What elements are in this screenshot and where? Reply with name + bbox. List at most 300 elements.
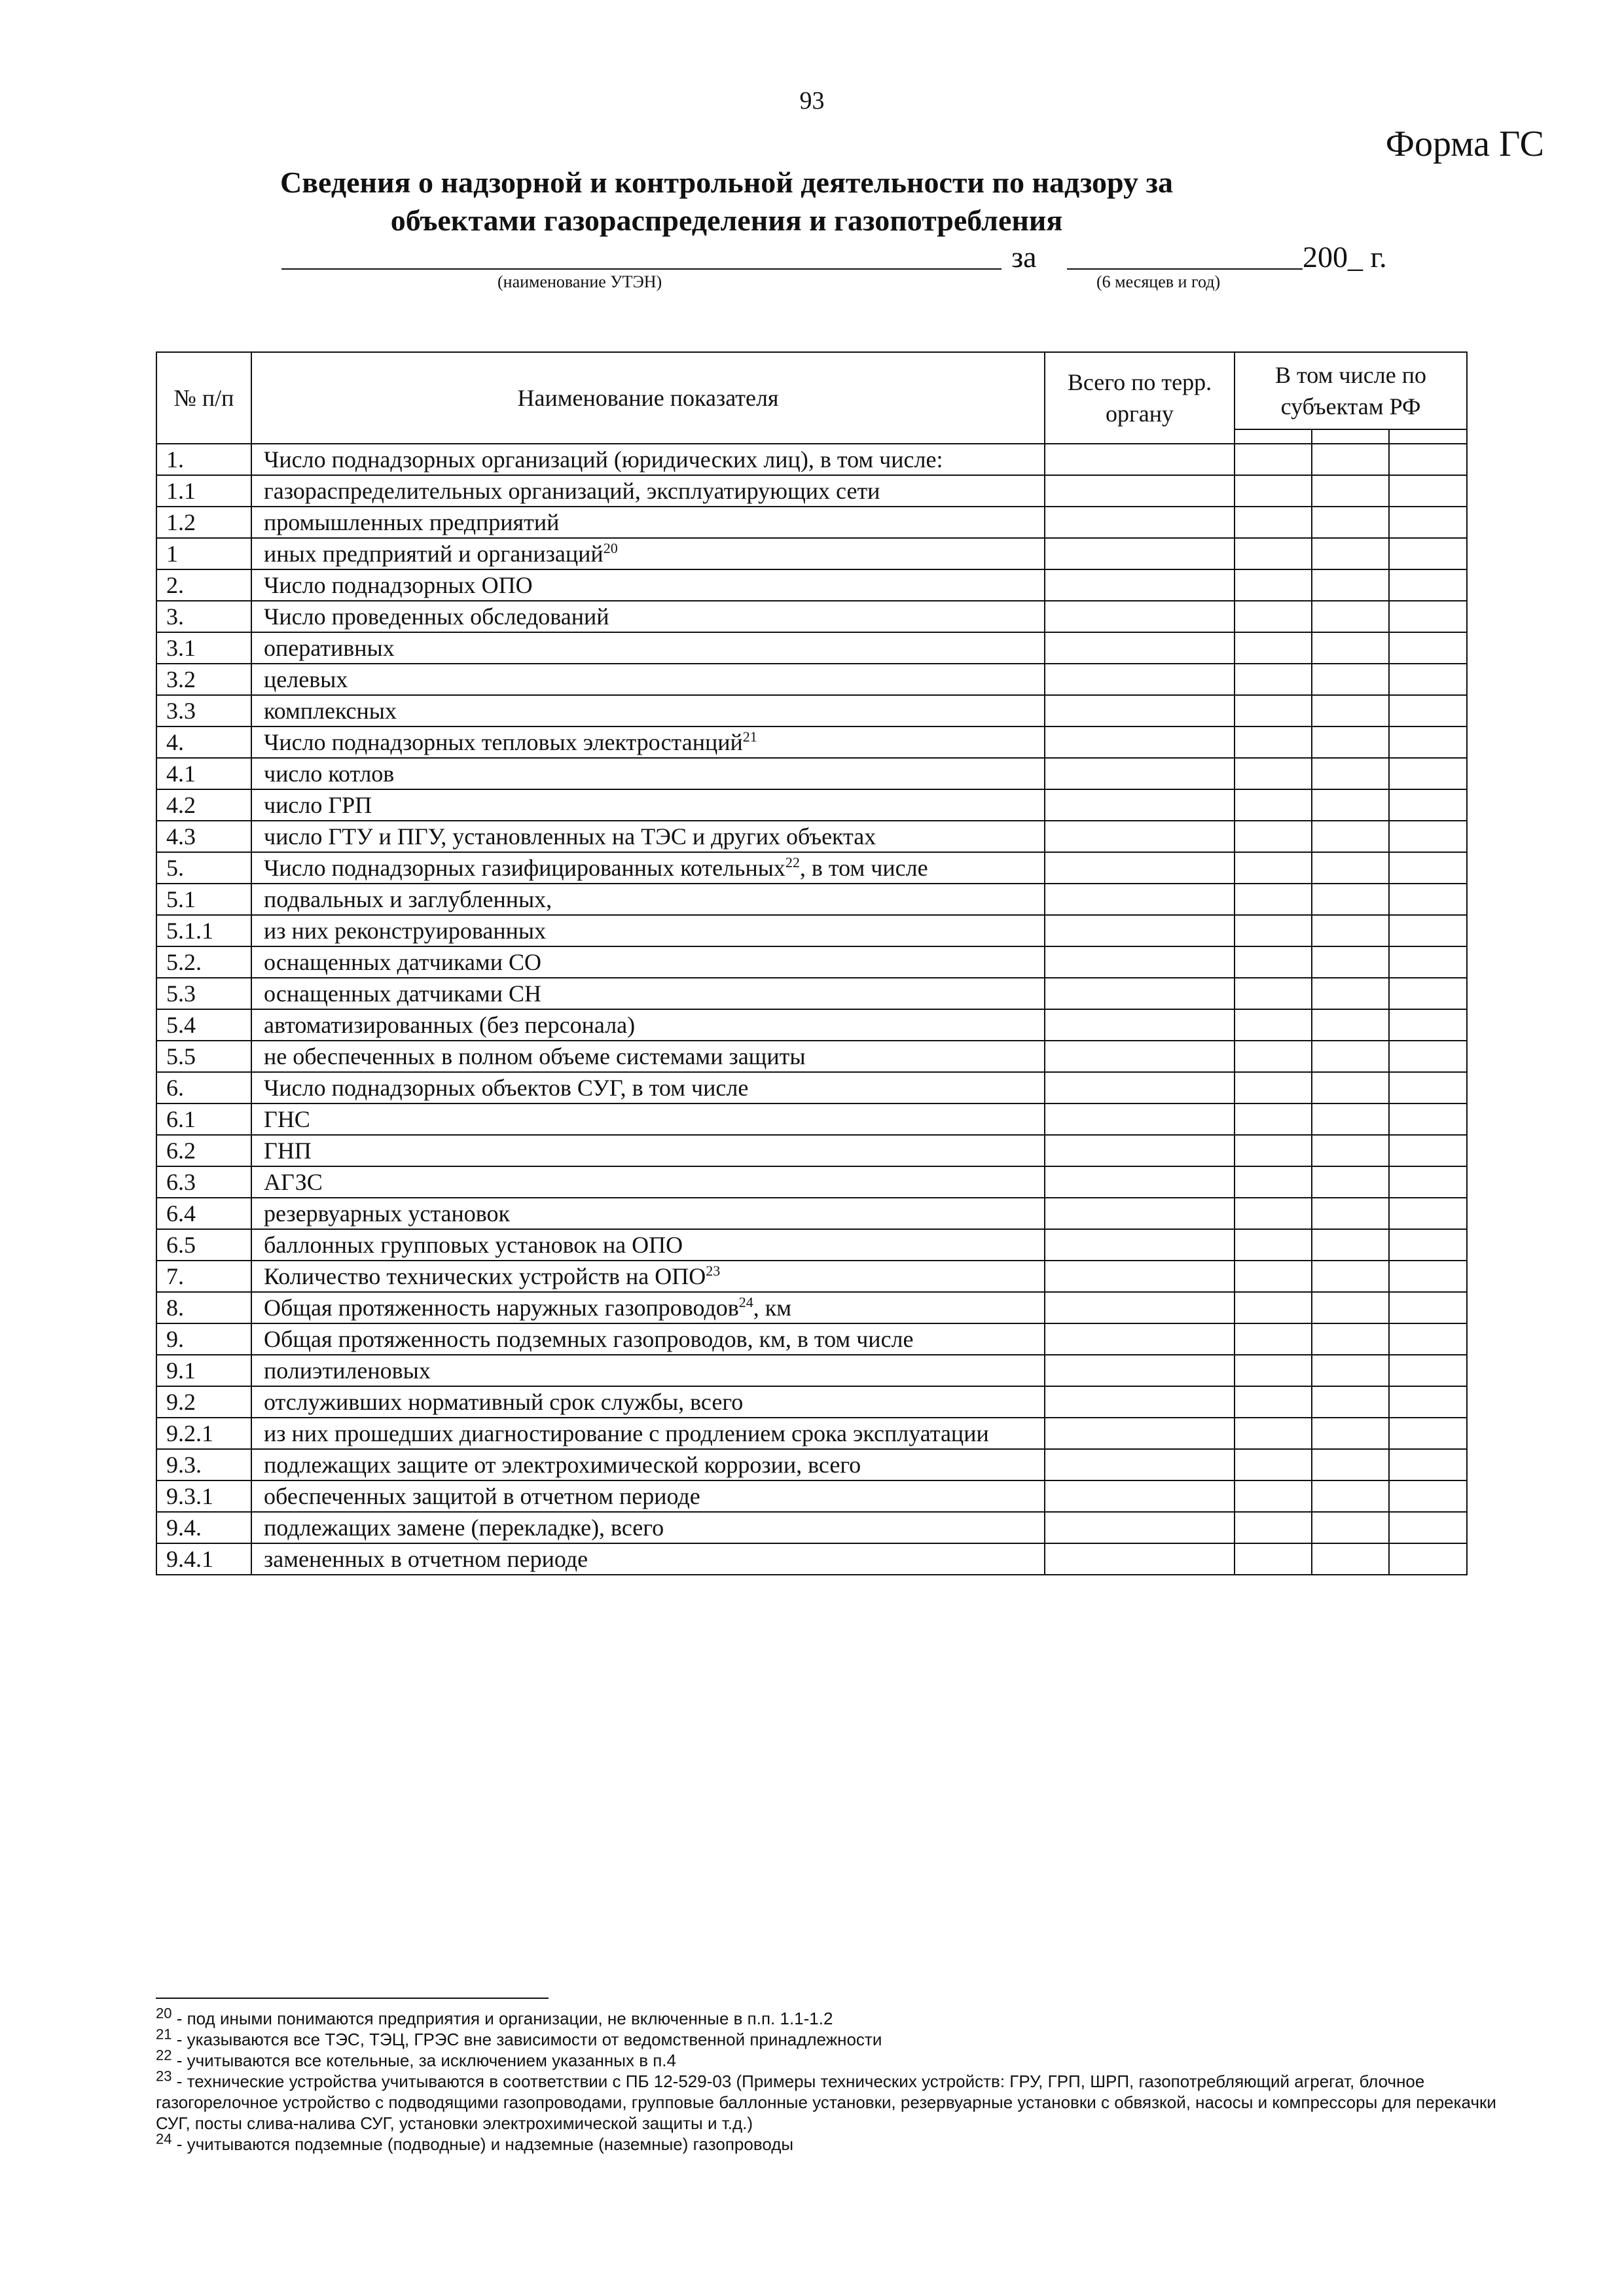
indicators-table [156,351,1468,1575]
row-number: 5.3 [156,978,251,1009]
total-value-cell[interactable] [1045,1135,1235,1166]
indicator-name-text: оперативных [264,635,395,661]
indicator-name [251,852,1045,884]
subject-value-cell[interactable] [1312,978,1389,1009]
row-number: 2. [156,569,251,601]
total-value-cell[interactable] [1045,726,1235,758]
subject-value-cell[interactable] [1312,1229,1389,1261]
subject-value-cell[interactable] [1389,1072,1467,1103]
subject-value-cell[interactable] [1389,1103,1467,1135]
table-row [156,1323,1467,1355]
subject-value-cell[interactable] [1389,475,1467,507]
row-number: 9.2 [156,1386,251,1418]
total-value-cell[interactable] [1045,444,1235,475]
total-value-cell[interactable] [1045,1323,1235,1355]
footnote-reference: 23 [706,1263,721,1279]
table-row [156,1355,1467,1386]
indicator-name-text: газораспределительных организаций, эксплуатирующих сети [264,478,880,504]
table-row [156,758,1467,789]
indicator-name-text: подвальных и заглубленных, [264,886,552,912]
table-row [156,1072,1467,1103]
subject-value-cell[interactable] [1235,1480,1312,1512]
subject-value-cell[interactable] [1389,1041,1467,1072]
row-number: 7. [156,1261,251,1292]
table-row [156,1009,1467,1041]
subject-value-cell[interactable] [1235,821,1312,852]
indicator-name [251,601,1045,632]
subject-value-cell[interactable] [1389,507,1467,538]
subject-value-cell[interactable] [1389,1512,1467,1543]
total-value-cell[interactable] [1045,1480,1235,1512]
subject-value-cell[interactable] [1235,1229,1312,1261]
subject-value-cell[interactable] [1389,1166,1467,1198]
indicator-name-text: Число поднадзорных ОПО [264,572,533,598]
indicator-name [251,789,1045,821]
indicator-name-text: из них реконструированных [264,918,547,944]
indicator-name [251,1323,1045,1355]
subject-value-cell[interactable] [1312,475,1389,507]
total-value-cell[interactable] [1045,821,1235,852]
indicator-name [251,821,1045,852]
total-value-cell[interactable] [1045,1009,1235,1041]
header-subject-col [1312,429,1389,444]
total-value-cell[interactable] [1045,1543,1235,1575]
row-number: 4.1 [156,758,251,789]
footnote [156,2130,1504,2155]
indicator-name [251,1355,1045,1386]
subject-value-cell[interactable] [1235,1009,1312,1041]
row-number: 5.2. [156,946,251,978]
total-value-cell[interactable] [1045,978,1235,1009]
row-number: 4. [156,726,251,758]
table-row [156,1041,1467,1072]
footnote-mark: 21 [156,2026,172,2043]
subject-value-cell[interactable] [1312,601,1389,632]
total-value-cell[interactable] [1045,538,1235,569]
subject-value-cell[interactable] [1389,884,1467,915]
subject-value-cell[interactable] [1312,1103,1389,1135]
subject-value-cell[interactable] [1235,695,1312,726]
total-value-cell[interactable] [1045,664,1235,695]
form-label: Форма ГС [1385,124,1544,164]
total-value-cell[interactable] [1045,946,1235,978]
indicator-name [251,632,1045,664]
subject-value-cell[interactable] [1235,1386,1312,1418]
footnote-text: - учитываются подземные (подводные) и надземные (наземные) газопроводы [171,2134,794,2154]
subject-value-cell[interactable] [1389,821,1467,852]
total-value-cell[interactable] [1045,852,1235,884]
row-number: 3. [156,601,251,632]
subject-value-cell[interactable] [1312,1449,1389,1480]
table-row [156,1449,1467,1480]
row-number: 6.2 [156,1135,251,1166]
row-number: 9.2.1 [156,1418,251,1449]
footnote [156,2005,1504,2029]
page-number: 93 [799,87,825,115]
total-value-cell[interactable] [1045,632,1235,664]
subject-value-cell[interactable] [1389,444,1467,475]
subject-value-cell[interactable] [1389,789,1467,821]
subject-value-cell[interactable] [1235,601,1312,632]
indicator-name-text: Число поднадзорных объектов СУГ, в том числе [264,1075,749,1101]
indicator-name-text: отслуживших нормативный срок службы, всего [264,1389,744,1415]
footnote-mark: 22 [156,2047,172,2064]
row-number: 5.5 [156,1041,251,1072]
indicator-name [251,884,1045,915]
subject-value-cell[interactable] [1389,695,1467,726]
indicator-name-text: целевых [264,666,348,692]
footnote [156,2047,1504,2071]
total-value-cell[interactable] [1045,1229,1235,1261]
table-row [156,1166,1467,1198]
table-row [156,1386,1467,1418]
row-number: 6.1 [156,1103,251,1135]
total-value-cell[interactable] [1045,1449,1235,1480]
indicator-name-text: обеспеченных защитой в отчетном периоде [264,1483,700,1509]
header-subjects: В том числе по субъектам РФ [1235,352,1467,429]
table-row [156,1135,1467,1166]
header-subject-col [1389,429,1467,444]
row-number: 9.1 [156,1355,251,1386]
indicator-name-text: баллонных групповых установок на ОПО [264,1232,683,1258]
indicator-name [251,1072,1045,1103]
total-value-cell[interactable] [1045,475,1235,507]
subject-value-cell[interactable] [1389,1261,1467,1292]
subject-value-cell[interactable] [1389,1198,1467,1229]
row-number: 9. [156,1323,251,1355]
subject-value-cell[interactable] [1235,1355,1312,1386]
indicator-name [251,1543,1045,1575]
subject-value-cell[interactable] [1312,569,1389,601]
footnote-text: - учитываются все котельные, за исключением указанных в п.4 [171,2051,676,2070]
subject-value-cell[interactable] [1312,821,1389,852]
indicator-name-text: число котлов [264,761,395,787]
subject-value-cell[interactable] [1389,1480,1467,1512]
footnote [156,2026,1504,2050]
subject-value-cell[interactable] [1235,1166,1312,1198]
subject-value-cell[interactable] [1235,475,1312,507]
row-number: 6. [156,1072,251,1103]
table-row [156,664,1467,695]
total-value-cell[interactable] [1045,884,1235,915]
subject-value-cell[interactable] [1389,569,1467,601]
total-value-cell[interactable] [1045,1355,1235,1386]
total-value-cell[interactable] [1045,758,1235,789]
subject-value-cell[interactable] [1312,664,1389,695]
table-row [156,1543,1467,1575]
subject-value-cell[interactable] [1235,1103,1312,1135]
footnote-mark: 20 [156,2005,172,2022]
indicator-name-text: иных предприятий и организаций [264,541,604,567]
subject-value-cell[interactable] [1235,1041,1312,1072]
subject-value-cell[interactable] [1389,664,1467,695]
footnote-divider [156,1998,549,1999]
subject-value-cell[interactable] [1389,1229,1467,1261]
subject-value-cell[interactable] [1312,1480,1389,1512]
subject-value-cell[interactable] [1312,538,1389,569]
subject-value-cell[interactable] [1312,1386,1389,1418]
table-row [156,821,1467,852]
subject-value-cell[interactable] [1235,852,1312,884]
row-number: 5.1.1 [156,915,251,946]
table-body [156,444,1467,1575]
subject-value-cell[interactable] [1312,507,1389,538]
subject-value-cell[interactable] [1312,1009,1389,1041]
row-number: 3.3 [156,695,251,726]
subject-value-cell[interactable] [1235,1292,1312,1323]
header-name: Наименование показателя [251,352,1045,444]
indicator-name [251,946,1045,978]
subject-value-cell[interactable] [1235,726,1312,758]
indicator-name [251,1135,1045,1166]
total-value-cell[interactable] [1045,601,1235,632]
subject-value-cell[interactable] [1312,1072,1389,1103]
subject-value-cell[interactable] [1312,444,1389,475]
subject-value-cell[interactable] [1389,852,1467,884]
row-number: 8. [156,1292,251,1323]
subject-value-cell[interactable] [1235,946,1312,978]
indicator-name [251,978,1045,1009]
table-row [156,475,1467,507]
indicator-name-text: замененных в отчетном периоде [264,1546,588,1572]
document-title: Сведения о надзорной и контрольной деятельности по надзору за объектами газораспределения и газопотребления [280,166,1174,237]
footnote-reference: 22 [785,854,800,870]
indicator-name [251,538,1045,569]
indicator-name [251,695,1045,726]
footnote-mark: 23 [156,2068,172,2085]
period-blank [1067,242,1303,270]
indicator-name [251,444,1045,475]
subject-value-cell[interactable] [1235,1323,1312,1355]
subject-value-cell[interactable] [1389,1292,1467,1323]
subject-value-cell[interactable] [1235,1418,1312,1449]
indicator-name [251,1198,1045,1229]
subject-value-cell[interactable] [1235,789,1312,821]
total-value-cell[interactable] [1045,1386,1235,1418]
footnotes [156,2005,1504,2155]
table-row [156,915,1467,946]
total-value-cell[interactable] [1045,1103,1235,1135]
total-value-cell[interactable] [1045,569,1235,601]
footnote [156,2068,1504,2134]
subject-value-cell[interactable] [1312,915,1389,946]
row-number: 5.4 [156,1009,251,1041]
subject-value-cell[interactable] [1312,1198,1389,1229]
table-row [156,1198,1467,1229]
indicator-name-text: ГНС [264,1106,310,1132]
table-row [156,507,1467,538]
table-row [156,789,1467,821]
indicator-name-text: подлежащих замене (перекладке), всего [264,1515,664,1541]
subject-value-cell[interactable] [1312,632,1389,664]
subject-value-cell[interactable] [1235,1135,1312,1166]
row-number: 5.1 [156,884,251,915]
subject-value-cell[interactable] [1389,1135,1467,1166]
footnote-mark: 24 [156,2130,172,2147]
subject-value-cell[interactable] [1389,758,1467,789]
total-value-cell[interactable] [1045,789,1235,821]
indicator-name [251,726,1045,758]
subject-value-cell[interactable] [1389,726,1467,758]
row-number: 6.3 [156,1166,251,1198]
row-number: 1.1 [156,475,251,507]
subject-value-cell[interactable] [1312,1041,1389,1072]
subject-value-cell[interactable] [1235,632,1312,664]
indicator-name-text: из них прошедших диагностирование с продлением срока эксплуатации [264,1420,989,1446]
subject-value-cell[interactable] [1389,1009,1467,1041]
year-text: 200_ г. [1303,240,1387,274]
subject-value-cell[interactable] [1312,884,1389,915]
header-total: Всего по терр. органу [1045,352,1235,444]
subject-value-cell[interactable] [1312,1418,1389,1449]
table-row [156,1261,1467,1292]
indicator-name [251,1512,1045,1543]
table-row [156,852,1467,884]
footnote-reference: 20 [603,540,618,556]
subject-value-cell[interactable] [1389,601,1467,632]
report-period-line [281,242,1434,295]
subject-value-cell[interactable] [1312,1323,1389,1355]
indicator-name-text: подлежащих защите от электрохимической коррозии, всего [264,1452,861,1478]
subject-value-cell[interactable] [1235,978,1312,1009]
indicator-name [251,1480,1045,1512]
indicator-name [251,1418,1045,1449]
subject-value-cell[interactable] [1312,1543,1389,1575]
table-row [156,632,1467,664]
subject-value-cell[interactable] [1389,1323,1467,1355]
header-num: № п/п [156,352,251,444]
subject-value-cell[interactable] [1235,538,1312,569]
total-value-cell[interactable] [1045,1512,1235,1543]
period-preposition: за [1011,240,1037,274]
subject-value-cell[interactable] [1312,695,1389,726]
indicator-name-text: число ГРП [264,792,372,818]
organization-name-blank [281,242,1001,270]
total-value-cell[interactable] [1045,1292,1235,1323]
indicator-name-text: Число поднадзорных тепловых электростанций [264,729,743,755]
subject-value-cell[interactable] [1312,758,1389,789]
subject-value-cell[interactable] [1312,1135,1389,1166]
total-value-cell[interactable] [1045,1198,1235,1229]
header-subject-col [1235,429,1312,444]
table-row [156,1292,1467,1323]
subject-value-cell[interactable] [1235,1543,1312,1575]
subject-value-cell[interactable] [1312,726,1389,758]
indicator-name-text: Число проведенных обследований [264,603,609,630]
row-number: 4.3 [156,821,251,852]
subject-value-cell[interactable] [1312,1166,1389,1198]
footnote-text: - под иными понимаются предприятия и организации, не включенные в п.п. 1.1-1.2 [171,2009,833,2028]
table-row [156,538,1467,569]
subject-value-cell[interactable] [1389,946,1467,978]
subject-value-cell[interactable] [1235,1512,1312,1543]
total-value-cell[interactable] [1045,1041,1235,1072]
indicator-name [251,1166,1045,1198]
subject-value-cell[interactable] [1312,1512,1389,1543]
subject-value-cell[interactable] [1235,569,1312,601]
row-number: 1. [156,444,251,475]
table-row [156,1480,1467,1512]
row-number: 6.5 [156,1229,251,1261]
subject-value-cell[interactable] [1312,789,1389,821]
subject-value-cell[interactable] [1389,1386,1467,1418]
table-row [156,1229,1467,1261]
table-row [156,569,1467,601]
table-row [156,884,1467,915]
organization-caption: (наименование УТЭН) [497,272,662,291]
row-number: 1.2 [156,507,251,538]
subject-value-cell[interactable] [1312,946,1389,978]
row-number: 5. [156,852,251,884]
total-value-cell[interactable] [1045,915,1235,946]
indicator-name [251,1229,1045,1261]
table-row [156,978,1467,1009]
subject-value-cell[interactable] [1235,915,1312,946]
subject-value-cell[interactable] [1389,978,1467,1009]
table-row [156,1103,1467,1135]
indicator-name-text: Количество технических устройств на ОПО [264,1263,706,1289]
indicator-name-text: оснащенных датчиками СО [264,949,541,975]
indicator-name-text: не обеспеченных в полном объеме системами защиты [264,1043,806,1069]
total-value-cell[interactable] [1045,1166,1235,1198]
subject-value-cell[interactable] [1235,1072,1312,1103]
period-caption: (6 месяцев и год) [1096,272,1221,291]
subject-value-cell[interactable] [1312,1261,1389,1292]
indicator-name [251,1292,1045,1323]
subject-value-cell[interactable] [1312,852,1389,884]
total-value-cell[interactable] [1045,1418,1235,1449]
footnote-reference: 24 [738,1294,753,1310]
indicator-name [251,1009,1045,1041]
subject-value-cell[interactable] [1389,1543,1467,1575]
footnote-text: - технические устройства учитываются в соответствии с ПБ 12-529-03 (Примеры технических устройств: ГРУ, ГРП, ШРП, газопотребляющий агрегат, блочное газогорелочное устройство с подводящими газопроводами, групповые баллонные установки, резервуарные установки с обвязкой, насосы и компрессоры для перекачки СУГ, посты слива-налива СУГ, установки электрохимической защиты и т.д.) [156,2072,1496,2133]
indicator-name-text: ГНП [264,1138,312,1164]
table-row [156,695,1467,726]
table-row [156,726,1467,758]
subject-value-cell[interactable] [1235,1198,1312,1229]
subject-value-cell[interactable] [1389,915,1467,946]
total-value-cell[interactable] [1045,695,1235,726]
total-value-cell[interactable] [1045,1261,1235,1292]
subject-value-cell[interactable] [1235,1449,1312,1480]
indicator-name [251,664,1045,695]
subject-value-cell[interactable] [1389,538,1467,569]
subject-value-cell[interactable] [1235,507,1312,538]
indicator-name-suffix: , в том числе [799,855,928,881]
total-value-cell[interactable] [1045,1072,1235,1103]
table-row [156,601,1467,632]
indicator-name [251,569,1045,601]
subject-value-cell[interactable] [1235,758,1312,789]
subject-value-cell[interactable] [1389,1355,1467,1386]
indicator-name-text: оснащенных датчиками СН [264,980,541,1007]
subject-value-cell[interactable] [1389,632,1467,664]
table-row [156,1418,1467,1449]
total-value-cell[interactable] [1045,507,1235,538]
subject-value-cell[interactable] [1235,664,1312,695]
subject-value-cell[interactable] [1312,1292,1389,1323]
row-number: 9.3. [156,1449,251,1480]
subject-value-cell[interactable] [1235,884,1312,915]
subject-value-cell[interactable] [1235,1261,1312,1292]
subject-value-cell[interactable] [1312,1355,1389,1386]
indicator-name-text: резервуарных установок [264,1200,510,1227]
footnote-reference: 21 [742,728,757,745]
indicator-name [251,1041,1045,1072]
subject-value-cell[interactable] [1389,1449,1467,1480]
subject-value-cell[interactable] [1389,1418,1467,1449]
subject-value-cell[interactable] [1235,444,1312,475]
